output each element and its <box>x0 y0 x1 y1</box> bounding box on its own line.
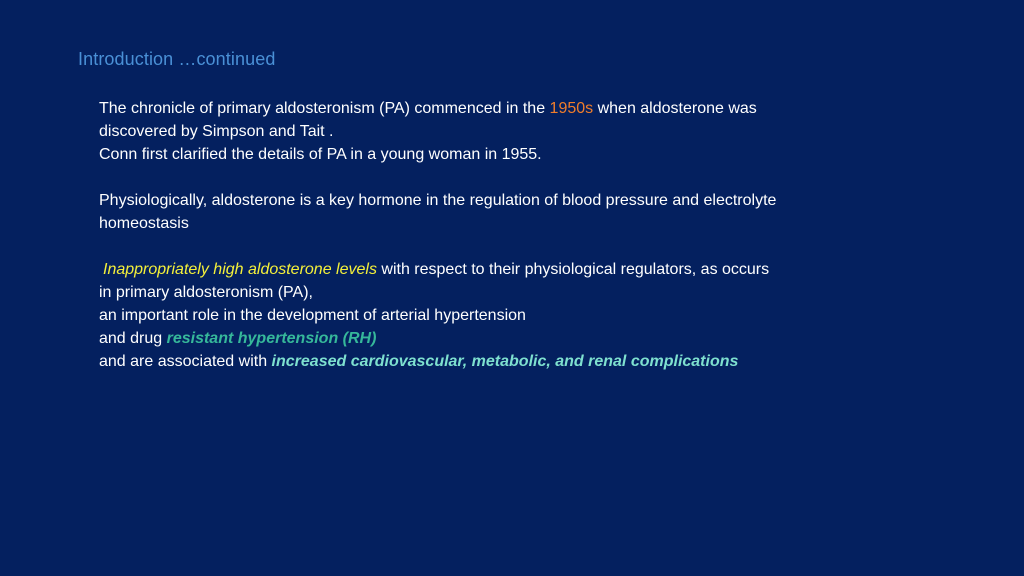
paragraph-3-line-1 <box>103 258 929 281</box>
paragraph-1-line-3: Conn first clarified the details of PA in a young woman in 1955. <box>99 146 542 163</box>
highlight-aldosterone-levels: Inappropriately high aldosterone levels <box>103 261 377 278</box>
text-run: and drug <box>99 330 167 347</box>
highlight-resistant-hypertension: resistant hypertension (RH) <box>166 330 377 347</box>
paragraph-3-line-4 <box>99 327 929 350</box>
paragraph-3-line-2: in primary aldosteronism (PA), <box>99 284 313 301</box>
paragraph-3-line-5 <box>99 350 929 373</box>
paragraph-1-line-2: discovered by Simpson and Tait . <box>99 123 334 140</box>
paragraph-1-line-1 <box>99 97 929 120</box>
text-run: when aldosterone was <box>593 100 757 117</box>
text-run: and are associated with <box>99 353 272 370</box>
paragraph-3-line-3: an important role in the development of arterial hypertension <box>99 307 526 324</box>
paragraph-2-line-1: Physiologically, aldosterone is a key hormone in the regulation of blood pressure and electrolyte <box>99 192 777 209</box>
text-run: with respect to their physiological regulators, as occurs <box>376 261 770 278</box>
slide-body <box>99 97 929 373</box>
highlight-year: 1950s <box>549 100 594 117</box>
slide-title: Introduction …continued <box>78 49 276 69</box>
spacer <box>99 235 929 258</box>
text-run: The chronicle of primary aldosteronism (PA) commenced in the <box>99 100 550 117</box>
paragraph-2-line-2: homeostasis <box>99 215 189 232</box>
spacer <box>99 166 929 189</box>
highlight-complications: increased cardiovascular, metabolic, and renal complications <box>271 353 739 370</box>
